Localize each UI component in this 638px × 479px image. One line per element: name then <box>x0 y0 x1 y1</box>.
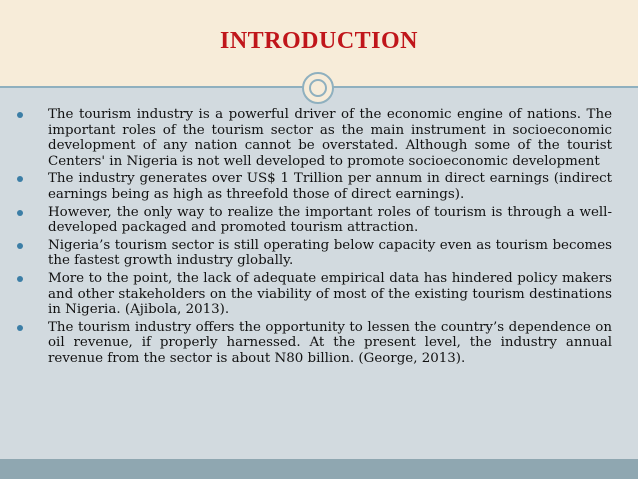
bullet-text: Nigeria’s tourism sector is still operating below capacity even as tourism becomes the fastest growth industry globally. <box>48 237 612 269</box>
bullet-icon <box>17 243 23 249</box>
bullet-icon <box>17 210 23 216</box>
list-item <box>14 238 612 269</box>
bullet-icon <box>17 276 23 282</box>
bullet-icon <box>17 176 23 182</box>
list-item <box>14 205 612 236</box>
list-item <box>14 171 612 202</box>
list-item <box>14 320 612 367</box>
bullet-icon <box>17 112 23 118</box>
bullet-icon <box>17 325 23 331</box>
bullet-text: However, the only way to realize the important roles of tourism is through a well-developed packaged and promoted tourism attraction. <box>48 204 612 236</box>
bullet-text: The tourism industry offers the opportunity to lessen the country’s dependence on oil revenue, if properly harnessed. At the present level, the industry annual revenue from the sector is about N80 billion. (George, 2013). <box>48 319 612 366</box>
circle-ornament-inner <box>309 79 327 97</box>
bullet-text: More to the point, the lack of adequate empirical data has hindered policy makers and other stakeholders on the viability of most of the existing tourism destinations in Nigeria. (Ajibola, 2013). <box>48 270 612 318</box>
bottom-band <box>0 459 638 479</box>
slide-title: INTRODUCTION <box>219 28 419 54</box>
circle-ornament-icon <box>302 72 334 104</box>
list-item <box>14 107 612 169</box>
bullet-list <box>14 107 612 369</box>
list-item <box>14 271 612 318</box>
bullet-text: The industry generates over US$ 1 Trillion per annum in direct earnings (indirect earnings being as high as threefold those of direct earnings). <box>48 171 612 202</box>
bullet-text: The tourism industry is a powerful driver of the economic engine of nations. The important roles of the tourism sector as the main instrument in socioeconomic development of any nation cannot be overstated. Although some of the tourist Centers' in Nigeria is not well developed to promote socioeconomic development <box>48 107 612 169</box>
